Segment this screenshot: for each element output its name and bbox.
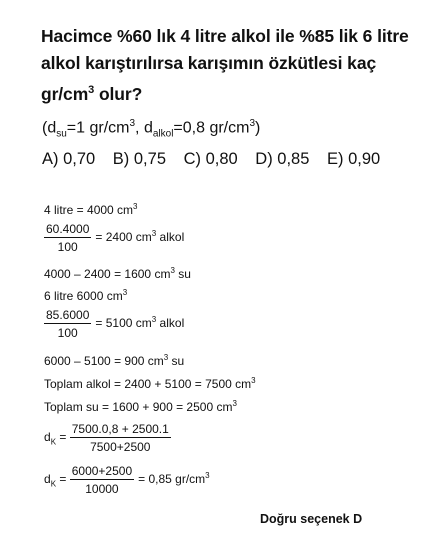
given-densities xyxy=(42,118,260,140)
step-5-fraction xyxy=(44,308,91,340)
given-close: ) xyxy=(255,119,261,137)
solution-step-10 xyxy=(44,464,210,496)
step-10-symbol: d xyxy=(44,472,51,487)
step-10-numerator: 6000+2500 xyxy=(71,464,133,478)
step-5-result: = 5100 cm xyxy=(95,316,152,331)
solution-step-2 xyxy=(44,222,184,254)
given-open: (d xyxy=(42,119,57,137)
step-1-exponent: 3 xyxy=(133,202,138,211)
step-10-denominator: 10000 xyxy=(85,482,119,496)
step-9-numerator: 7500.0,8 + 2500.1 xyxy=(71,422,169,436)
given-alkol-exponent: 3 xyxy=(249,118,256,129)
option-e[interactable]: E) 0,90 xyxy=(327,150,381,168)
step-3-exponent: 3 xyxy=(170,266,175,275)
option-a[interactable]: A) 0,70 xyxy=(42,150,96,168)
solution-step-9 xyxy=(44,422,175,454)
solution-step-5 xyxy=(44,308,184,340)
solution-step-4 xyxy=(44,288,127,303)
step-7-exponent: 3 xyxy=(251,376,256,385)
given-su-value: =1 gr/cm xyxy=(66,119,130,137)
question-unit-exponent: 3 xyxy=(88,84,95,96)
step-10-exponent: 3 xyxy=(205,471,210,481)
step-2-result: = 2400 cm xyxy=(95,230,152,245)
option-b[interactable]: B) 0,75 xyxy=(112,150,166,168)
option-d[interactable]: D) 0,85 xyxy=(255,150,310,168)
given-alkol-value: =0,8 gr/cm xyxy=(173,119,250,137)
step-9-fraction xyxy=(70,422,171,454)
step-1-text: 4 litre = 4000 cm xyxy=(44,203,134,217)
step-6-exponent: 3 xyxy=(163,353,169,362)
solution-step-1 xyxy=(44,202,138,217)
step-4-text: 6 litre 6000 cm xyxy=(44,289,123,303)
solution-step-3 xyxy=(44,266,191,281)
step-10-fraction xyxy=(70,464,134,496)
solution-step-6 xyxy=(44,353,184,368)
step-8-exponent: 3 xyxy=(232,399,237,408)
step-3-tail: su xyxy=(174,267,191,281)
step-5-denominator: 100 xyxy=(57,326,78,340)
step-9-equals: = xyxy=(56,430,70,445)
step-6-tail: su xyxy=(168,354,185,368)
step-9-denominator: 7500+2500 xyxy=(90,440,151,454)
step-3-text: 4000 – 2400 = 1600 cm xyxy=(44,267,171,281)
given-su-subscript: su xyxy=(56,128,67,140)
step-4-exponent: 3 xyxy=(122,288,128,297)
given-su-exponent: 3 xyxy=(129,118,136,129)
given-separator: , d xyxy=(135,119,153,137)
correct-answer: Doğru seçenek D xyxy=(260,512,363,526)
step-6-text: 6000 – 5100 = 900 cm xyxy=(44,354,164,368)
step-2-denominator: 100 xyxy=(57,240,78,254)
step-9-subscript: K xyxy=(50,437,57,447)
answer-options xyxy=(42,150,393,169)
question-line-2: alkol karıştırılırsa karışımın özkütlesi kaç xyxy=(41,53,377,73)
step-10-equals: = xyxy=(56,472,70,487)
question-line-1: Hacimce %60 lık 4 litre alkol ile %85 lik 6 litre xyxy=(41,26,409,46)
step-5-tail: alkol xyxy=(156,316,185,331)
step-2-exponent: 3 xyxy=(151,229,157,239)
step-2-tail: alkol xyxy=(156,230,185,245)
option-c[interactable]: C) 0,80 xyxy=(183,150,238,168)
step-10-result: = 0,85 gr/cm xyxy=(138,472,206,487)
step-5-exponent: 3 xyxy=(151,315,157,325)
step-10-subscript: K xyxy=(50,479,57,489)
question-line-3 xyxy=(41,79,142,105)
step-2-fraction xyxy=(44,222,91,254)
step-2-numerator: 60.4000 xyxy=(46,222,90,236)
step-9-symbol: d xyxy=(44,430,51,445)
question-ending: olur? xyxy=(94,83,143,104)
step-8-text: Toplam su = 1600 + 900 = 2500 cm xyxy=(44,400,233,414)
step-5-numerator: 85.6000 xyxy=(46,308,90,322)
step-7-text: Toplam alkol = 2400 + 5100 = 7500 cm xyxy=(44,377,252,391)
solution-step-7 xyxy=(44,376,256,391)
given-alkol-subscript: alkol xyxy=(152,128,174,140)
solution-step-8 xyxy=(44,399,237,414)
question-unit: gr/cm xyxy=(41,83,89,104)
